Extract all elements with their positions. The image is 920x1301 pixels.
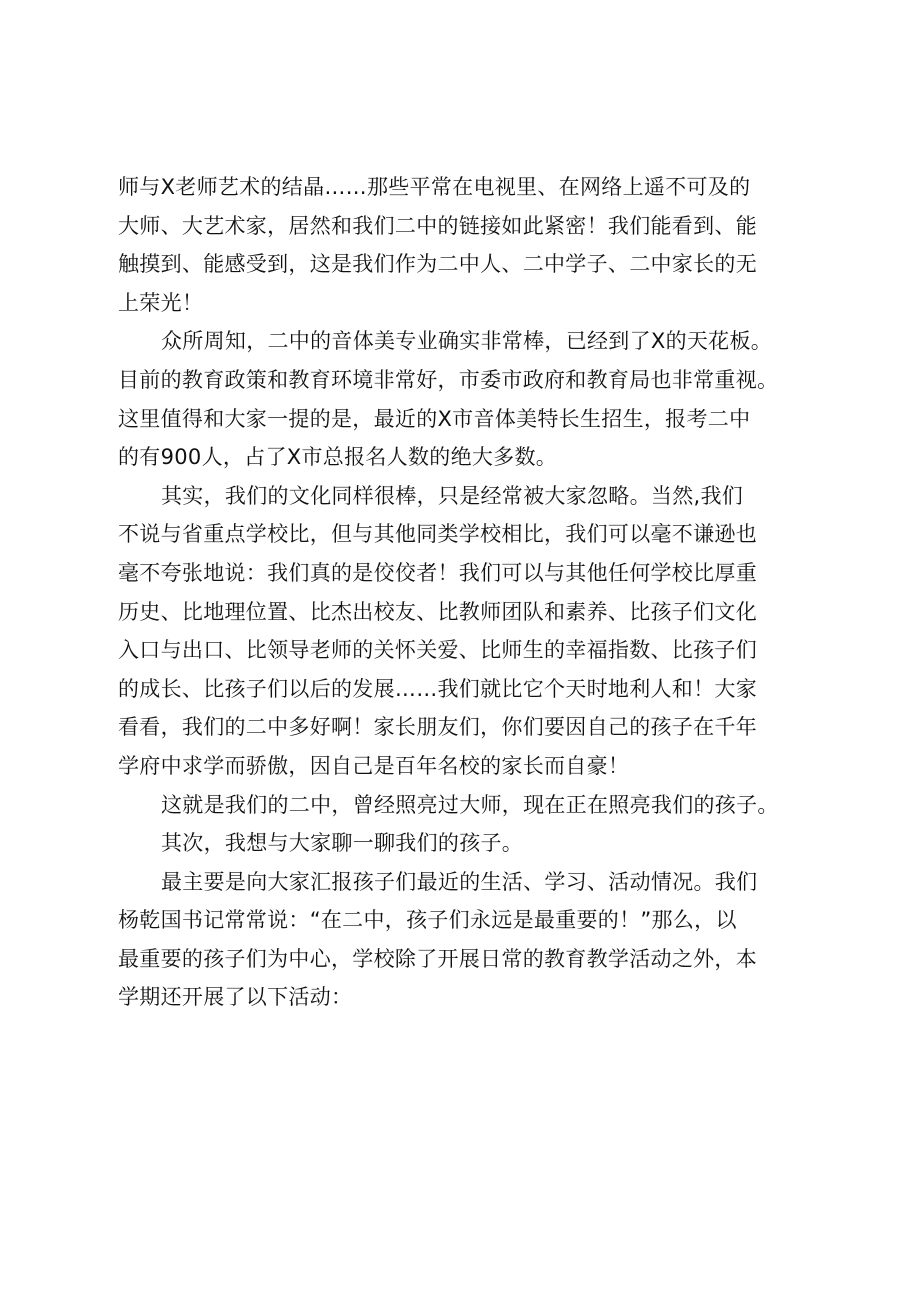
text-line: 历史、比地理位置、比杰出校友、比教师团队和素养、比孩子们文化: [118, 599, 757, 624]
document-body: [118, 168, 818, 1017]
text-line: 这就是我们的二中，曾经照亮过大师，现在正在照亮我们的孩子。: [161, 792, 779, 817]
text-line: 上荣光！: [118, 290, 204, 315]
text-line: 触摸到、能感受到，这是我们作为二中人、二中学子、二中家长的无: [118, 252, 757, 277]
text-line: 这里值得和大家一提的是，最近的X市音体美特长生招生，报考二中: [118, 406, 751, 431]
text-line: 目前的教育政策和教育环境非常好，市委市政府和教育局也非常重视。: [118, 367, 779, 392]
text-line: 其次，我想与大家聊一聊我们的孩子。: [161, 831, 524, 856]
text-line: 的成长、比孩子们以后的发展……我们就比它个天时地利人和！大家: [118, 676, 757, 701]
text-line: 的有900人，占了X市总报名人数的绝大多数。: [118, 445, 558, 470]
text-line: 学府中求学而骄傲，因自己是百年名校的家长而自豪！: [118, 753, 630, 778]
text-line: 师与X老师艺术的结晶……那些平常在电视里、在网络上遥不可及的: [118, 175, 751, 199]
text-line: 最重要的孩子们为中心，学校除了开展日常的教育教学活动之外，本: [118, 946, 757, 971]
paragraph-6: [118, 863, 818, 1017]
text-line: 众所周知，二中的音体美专业确实非常棒，已经到了X的天花板。: [161, 329, 773, 354]
text-line: 毫不夸张地说：我们真的是佼佼者！我们可以与其他任何学校比厚重: [118, 560, 757, 585]
text-line: 大师、大艺术家，居然和我们二中的链接如此紧密！我们能看到、能: [118, 213, 757, 238]
text-line: 学期还开展了以下活动：: [118, 985, 353, 1010]
text-line: 入口与出口、比领导老师的关怀关爱、比师生的幸福指数、比孩子们: [118, 638, 757, 663]
paragraph-2: [118, 322, 818, 476]
paragraph-4: [118, 786, 818, 825]
text-line: 杨乾国书记常常说：“在二中，孩子们永远是最重要的！”那么，以: [118, 908, 737, 933]
text-line: 其实，我们的文化同样很棒，只是经常被大家忽略。当然,我们: [161, 483, 744, 508]
text-line: 看看，我们的二中多好啊！家长朋友们，你们要因自己的孩子在千年: [118, 715, 757, 740]
text-line: 不说与省重点学校比，但与其他同类学校相比，我们可以毫不谦逊也: [118, 522, 757, 547]
paragraph-3: [118, 477, 818, 786]
text-line: 最主要是向大家汇报孩子们最近的生活、学习、活动情况。我们: [161, 869, 758, 894]
paragraph-1: [118, 168, 818, 322]
paragraph-5: [118, 824, 818, 863]
